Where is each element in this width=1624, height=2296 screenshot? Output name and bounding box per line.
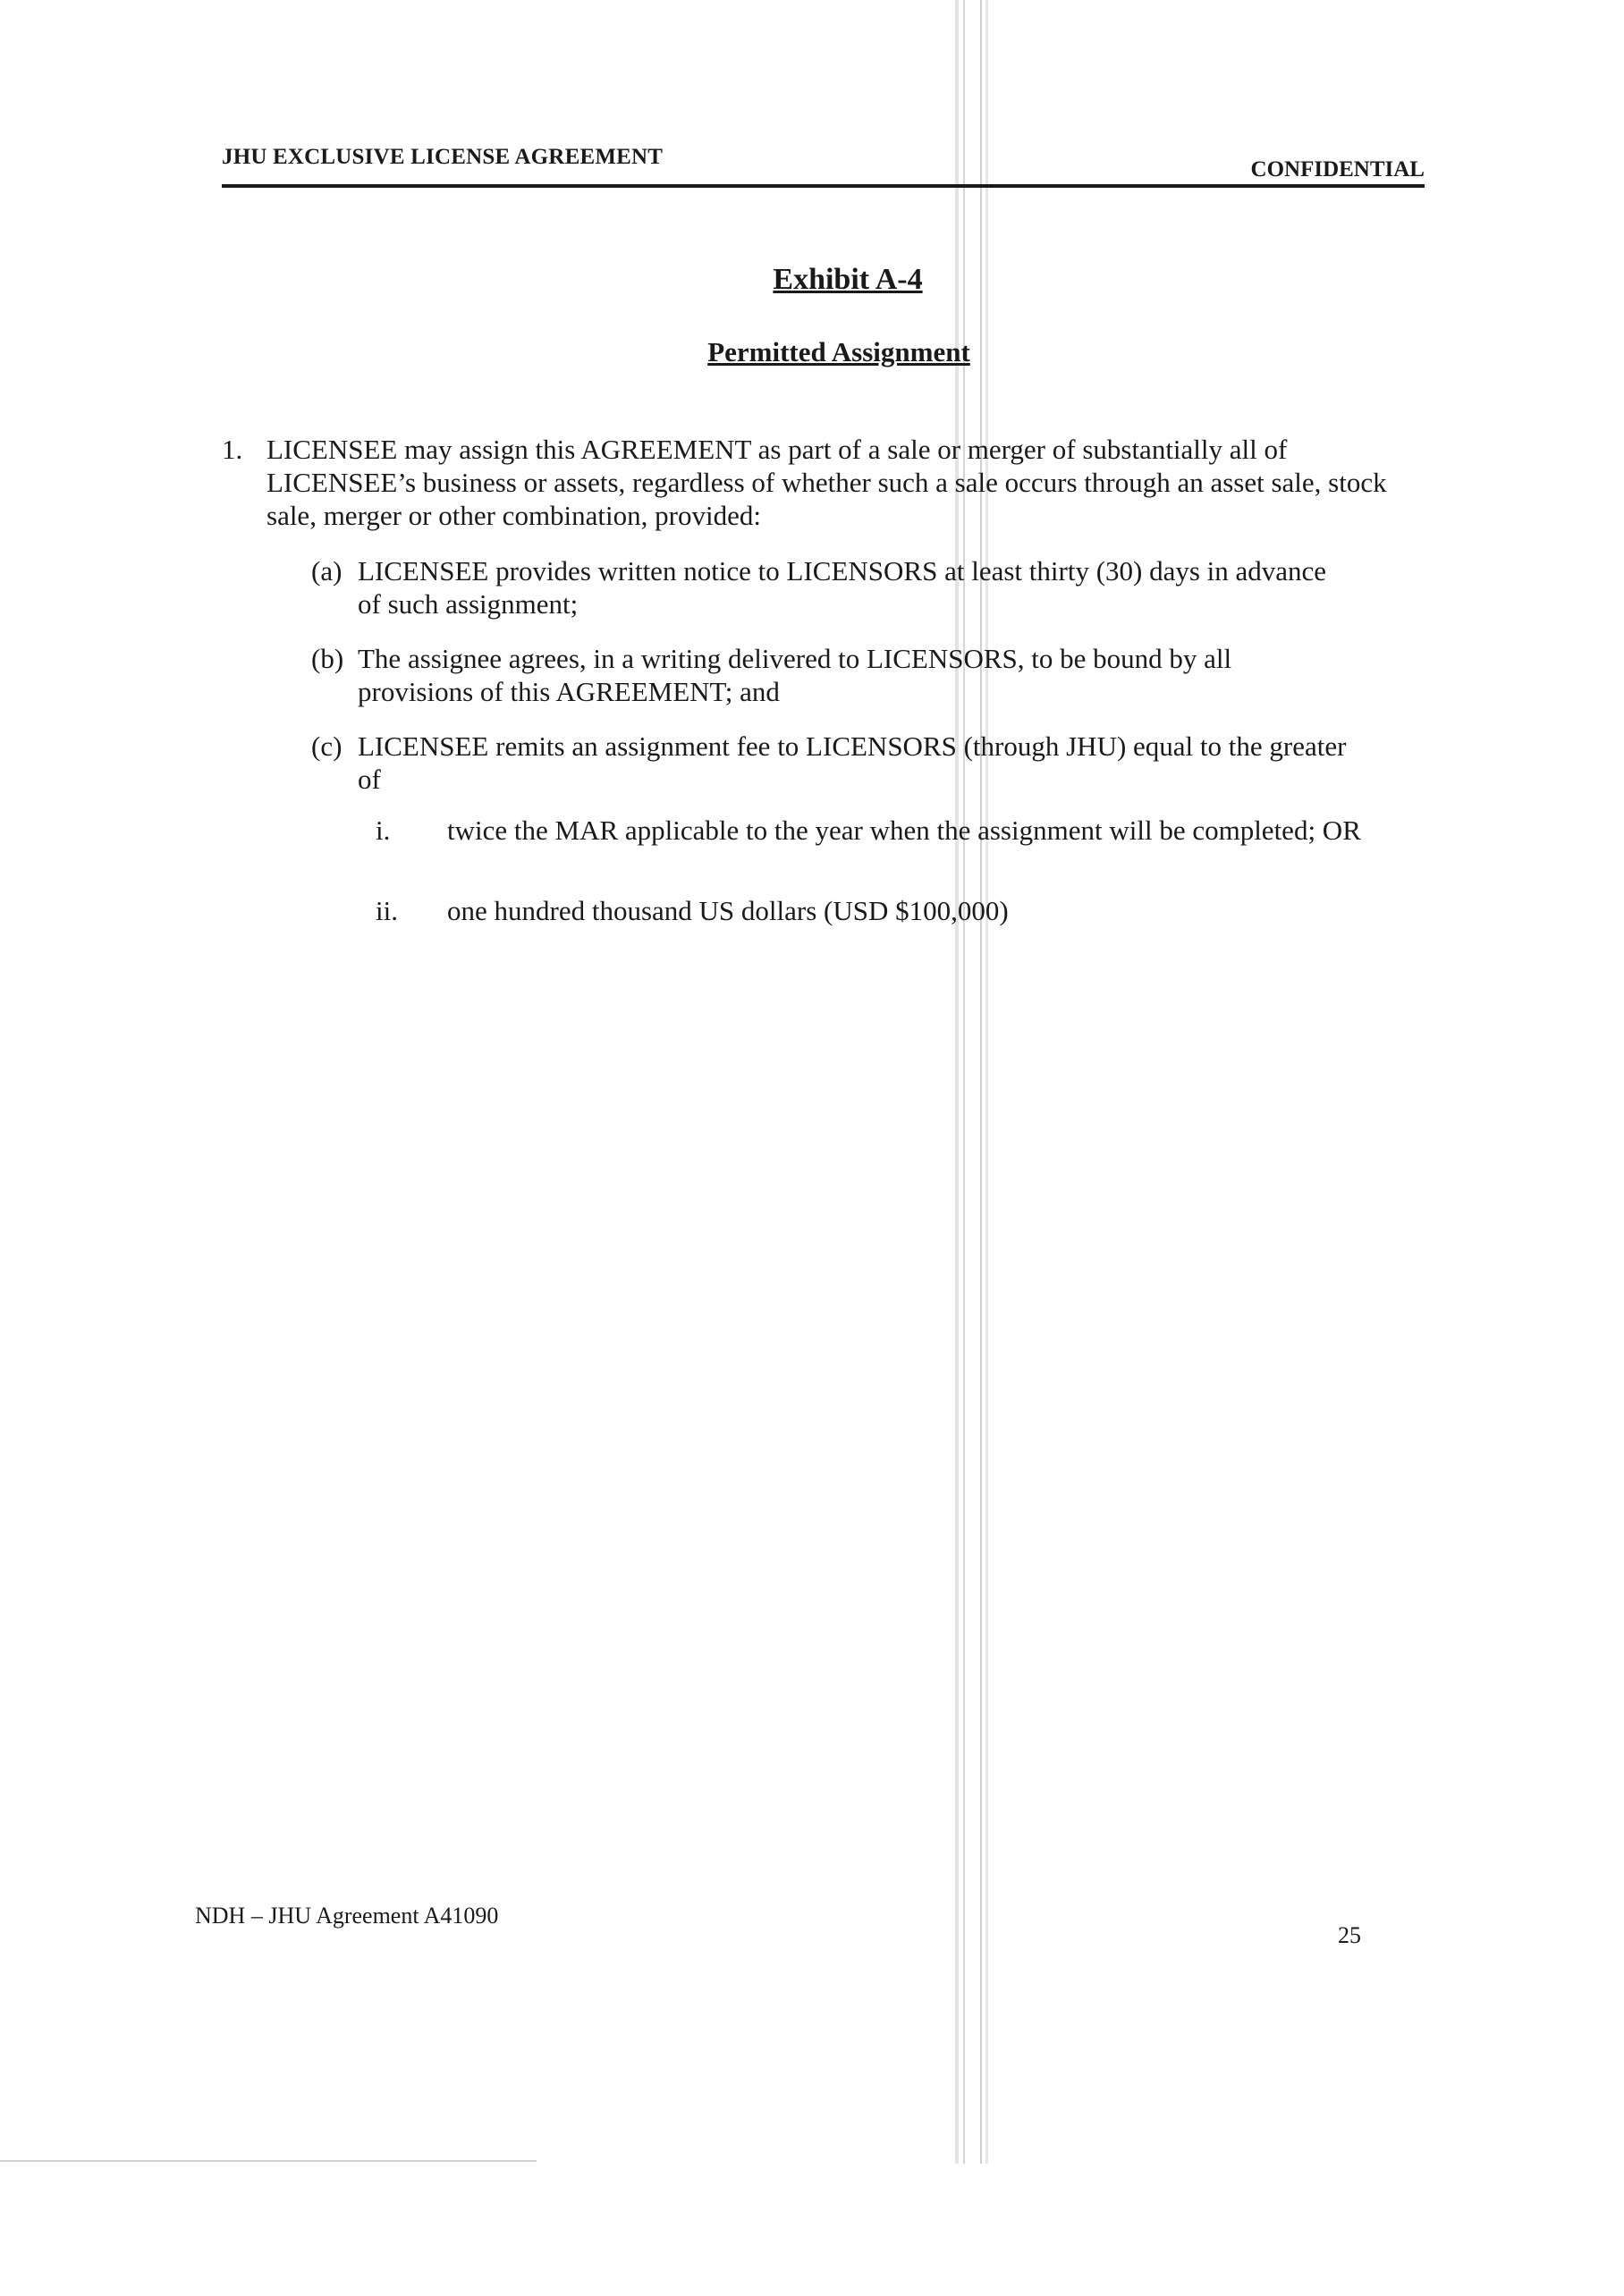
subitem-i [376,814,1413,847]
item-text: The assignee agrees, in a writing delivered to LICENSORS, to be bound by all provisions of this AGREEMENT; and [358,643,1232,707]
item-text: LICENSEE provides written notice to LICENSORS at least thirty (30) days in advance of such assignment; [358,555,1327,620]
item-marker: (a) [311,555,343,587]
subitem-text: one hundred thousand US dollars (USD $100,000) [447,895,1009,926]
scan-artifact-streak [985,0,988,2164]
scan-artifact-streak [980,0,982,2164]
scan-artifact-streak [955,0,959,2164]
scan-artifact-line [0,2160,537,2162]
header-title: JHU EXCLUSIVE LICENSE AGREEMENT [222,145,664,169]
subitem-text: twice the MAR applicable to the year when the assignment will be completed; OR [447,815,1361,846]
subitem-marker: i. [376,815,391,846]
header-confidential: CONFIDENTIAL [1250,157,1425,181]
exhibit-subtitle: Permitted Assignment [707,336,970,367]
exhibit-title: Exhibit A-4 [773,263,923,296]
clause-item-a [311,554,1340,620]
clause-text: LICENSEE may assign this AGREEMENT as part of a sale or merger of substantially all of LICENSEE’s business or assets, regardless of whether such a sale occurs through an asset sale, stock sale, merger or other combination, provided: [266,434,1387,531]
clause-item-b [311,642,1340,708]
page-number: 25 [1338,1922,1361,1948]
item-text: LICENSEE remits an assignment fee to LICENSORS (through JHU) equal to the greater of [358,730,1347,795]
item-marker: (c) [311,730,343,762]
item-marker: (b) [311,643,344,674]
subitem-marker: ii. [376,895,398,926]
page-header [222,145,1425,188]
footer-agreement-id: NDH – JHU Agreement A41090 [195,1903,499,1929]
scan-artifact-streak [963,0,965,2164]
clause-item-c [311,730,1366,796]
clause-number: 1. [222,434,243,465]
clause-1 [222,433,1420,532]
subitem-ii [376,894,1413,927]
